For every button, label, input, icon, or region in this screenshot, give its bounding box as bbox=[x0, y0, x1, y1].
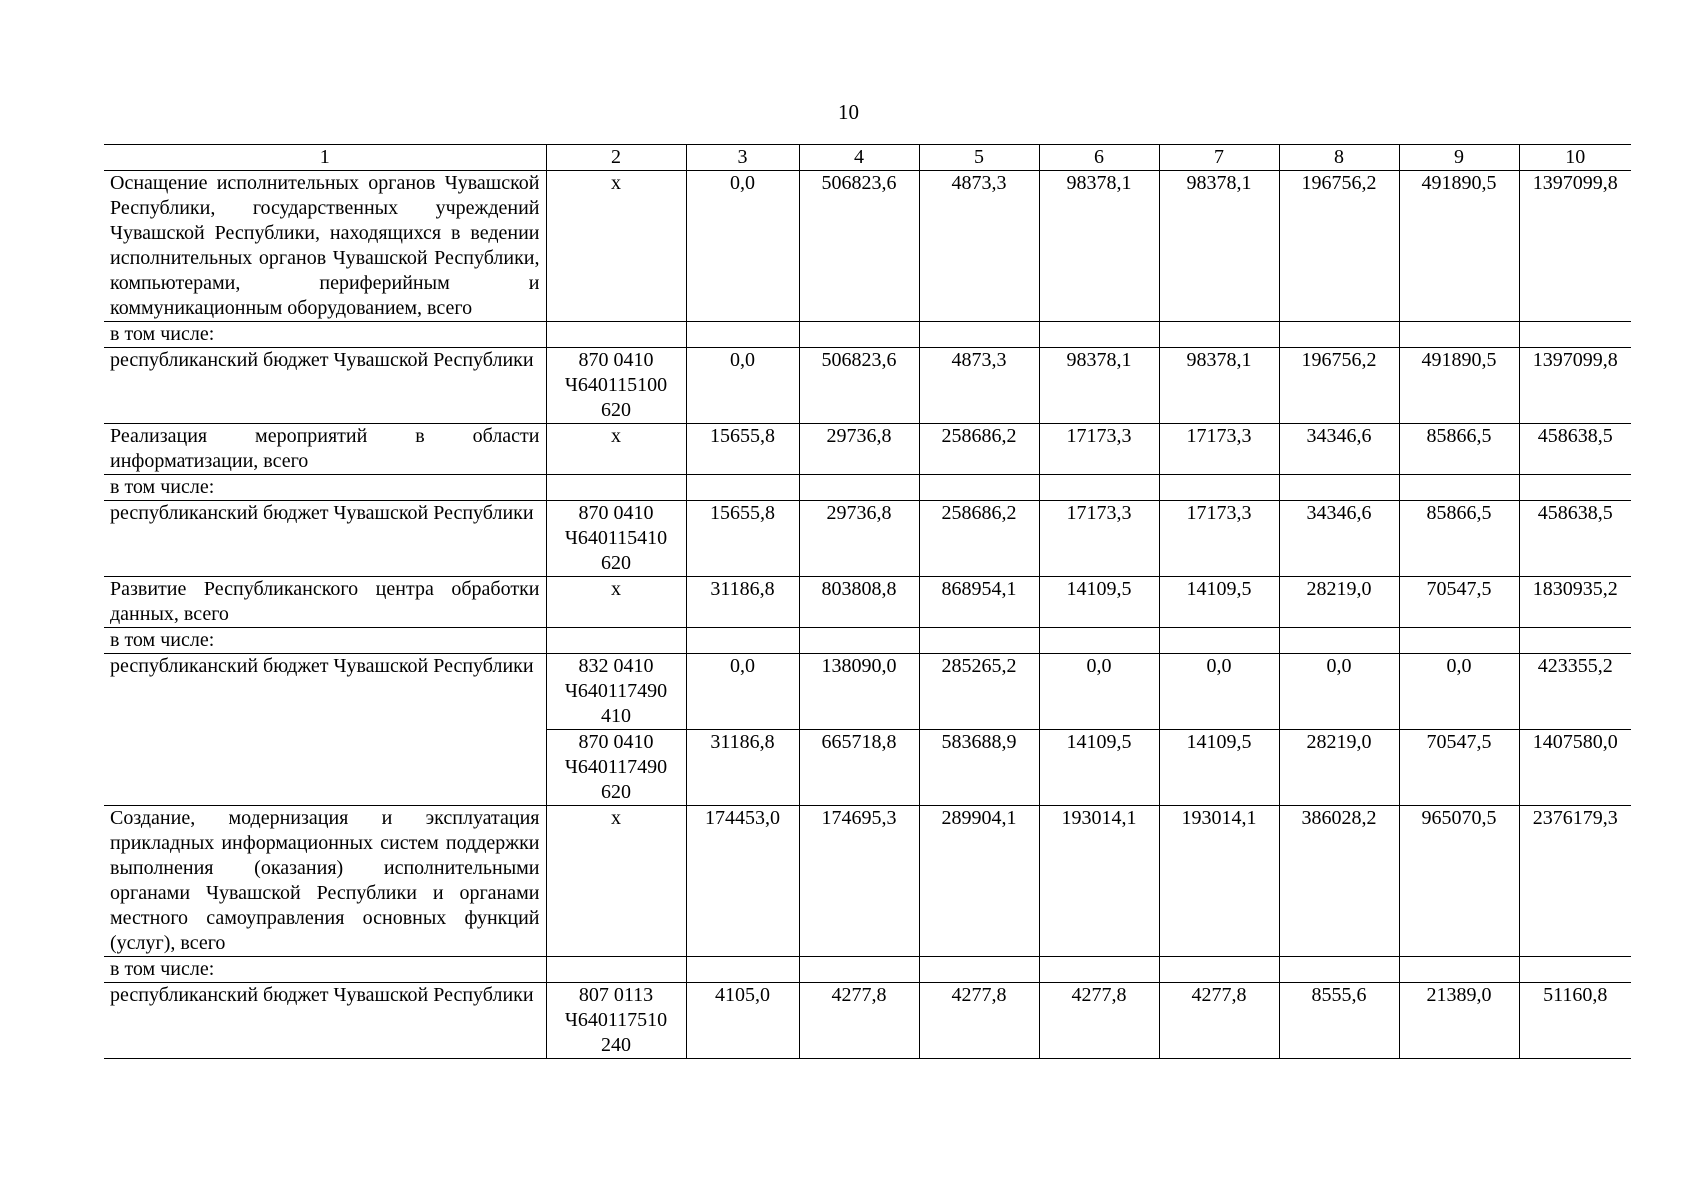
page-number: 10 bbox=[838, 100, 859, 124]
value-cell-col-8: 34346,6 bbox=[1279, 424, 1399, 475]
empty-cell bbox=[686, 475, 799, 501]
empty-cell bbox=[1039, 322, 1159, 348]
value-cell-col-4: 4277,8 bbox=[799, 983, 919, 1059]
empty-cell bbox=[799, 475, 919, 501]
value-cell-col-10: 2376179,3 bbox=[1519, 806, 1631, 957]
column-number-6: 6 bbox=[1039, 145, 1159, 171]
budget-source-name: республиканский бюджет Чувашской Республики bbox=[104, 654, 546, 806]
budget-code bbox=[546, 983, 686, 1059]
empty-cell bbox=[1519, 475, 1631, 501]
value-cell-col-9: 491890,5 bbox=[1399, 348, 1519, 424]
budget-code-line: 807 0113 bbox=[578, 984, 654, 1006]
empty-cell bbox=[919, 957, 1039, 983]
column-number-4: 4 bbox=[799, 145, 919, 171]
budget-code: x bbox=[546, 577, 686, 628]
value-cell-col-7: 17173,3 bbox=[1159, 501, 1279, 577]
value-cell-col-10: 51160,8 bbox=[1519, 983, 1631, 1059]
value-cell-col-10: 1830935,2 bbox=[1519, 577, 1631, 628]
value-cell-col-5: 285265,2 bbox=[919, 654, 1039, 730]
budget-code-line: Ч640117510 bbox=[564, 1009, 668, 1031]
empty-cell bbox=[546, 957, 686, 983]
value-cell-col-5: 4873,3 bbox=[919, 171, 1039, 322]
subtotal-label: в том числе: bbox=[104, 475, 546, 501]
empty-cell bbox=[1399, 628, 1519, 654]
value-cell-col-3: 0,0 bbox=[686, 171, 799, 322]
value-cell-col-5: 583688,9 bbox=[919, 730, 1039, 806]
budget-code bbox=[546, 348, 686, 424]
empty-cell bbox=[1399, 322, 1519, 348]
budget-code-line: 620 bbox=[601, 552, 631, 574]
empty-cell bbox=[919, 628, 1039, 654]
column-number-2: 2 bbox=[546, 145, 686, 171]
empty-cell bbox=[919, 475, 1039, 501]
value-cell-col-6: 0,0 bbox=[1039, 654, 1159, 730]
value-cell-col-3: 15655,8 bbox=[686, 424, 799, 475]
value-cell-col-8: 34346,6 bbox=[1279, 501, 1399, 577]
subtotal-label: в том числе: bbox=[104, 628, 546, 654]
table-row bbox=[104, 628, 1631, 654]
budget-code-line: Ч640117490 bbox=[564, 756, 668, 778]
budget-code bbox=[546, 501, 686, 577]
value-cell-col-8: 28219,0 bbox=[1279, 577, 1399, 628]
value-cell-col-5: 4873,3 bbox=[919, 348, 1039, 424]
value-cell-col-4: 803808,8 bbox=[799, 577, 919, 628]
value-cell-col-4: 506823,6 bbox=[799, 171, 919, 322]
value-cell-col-9: 21389,0 bbox=[1399, 983, 1519, 1059]
empty-cell bbox=[1279, 628, 1399, 654]
value-cell-col-7: 14109,5 bbox=[1159, 577, 1279, 628]
budget-code: x bbox=[546, 424, 686, 475]
empty-cell bbox=[1159, 322, 1279, 348]
value-cell-col-7: 4277,8 bbox=[1159, 983, 1279, 1059]
column-number-9: 9 bbox=[1399, 145, 1519, 171]
subtotal-label: в том числе: bbox=[104, 957, 546, 983]
value-cell-col-9: 0,0 bbox=[1399, 654, 1519, 730]
empty-cell bbox=[1519, 957, 1631, 983]
item-name: Создание, модернизация и эксплуатация прикладных информационных систем поддержки выполнения (оказания) исполнительными органами Чувашской Республики и органами местного самоуправления основных функций (услуг), всего bbox=[104, 806, 546, 957]
empty-cell bbox=[919, 322, 1039, 348]
budget-code-line: 410 bbox=[601, 705, 631, 727]
value-cell-col-4: 665718,8 bbox=[799, 730, 919, 806]
value-cell-col-3: 0,0 bbox=[686, 348, 799, 424]
column-number-10: 10 bbox=[1519, 145, 1631, 171]
empty-cell bbox=[1279, 475, 1399, 501]
value-cell-col-10: 458638,5 bbox=[1519, 424, 1631, 475]
table-row bbox=[104, 806, 1631, 957]
table-row bbox=[104, 424, 1631, 475]
empty-cell bbox=[546, 475, 686, 501]
value-cell-col-4: 506823,6 bbox=[799, 348, 919, 424]
budget-code-line: 870 0410 bbox=[578, 731, 654, 753]
value-cell-col-6: 4277,8 bbox=[1039, 983, 1159, 1059]
empty-cell bbox=[799, 628, 919, 654]
empty-cell bbox=[1159, 628, 1279, 654]
value-cell-col-8: 0,0 bbox=[1279, 654, 1399, 730]
value-cell-col-7: 17173,3 bbox=[1159, 424, 1279, 475]
value-cell-col-6: 98378,1 bbox=[1039, 348, 1159, 424]
item-name: Развитие Республиканского центра обработки данных, всего bbox=[104, 577, 546, 628]
value-cell-col-3: 15655,8 bbox=[686, 501, 799, 577]
value-cell-col-6: 193014,1 bbox=[1039, 806, 1159, 957]
empty-cell bbox=[799, 322, 919, 348]
value-cell-col-3: 31186,8 bbox=[686, 577, 799, 628]
budget-code-line: 870 0410 bbox=[578, 502, 654, 524]
value-cell-col-7: 98378,1 bbox=[1159, 348, 1279, 424]
value-cell-col-8: 196756,2 bbox=[1279, 171, 1399, 322]
value-cell-col-5: 258686,2 bbox=[919, 501, 1039, 577]
budget-source-name: республиканский бюджет Чувашской Республики bbox=[104, 348, 546, 424]
empty-cell bbox=[1159, 475, 1279, 501]
value-cell-col-8: 8555,6 bbox=[1279, 983, 1399, 1059]
budget-code bbox=[546, 730, 686, 806]
budget-code-line: 240 bbox=[601, 1034, 631, 1056]
table-row bbox=[104, 475, 1631, 501]
value-cell-col-5: 4277,8 bbox=[919, 983, 1039, 1059]
value-cell-col-6: 98378,1 bbox=[1039, 171, 1159, 322]
value-cell-col-6: 17173,3 bbox=[1039, 501, 1159, 577]
empty-cell bbox=[1519, 628, 1631, 654]
budget-source-name: республиканский бюджет Чувашской Республики bbox=[104, 983, 546, 1059]
table-row bbox=[104, 171, 1631, 322]
budget-code-line: Ч640117490 bbox=[564, 680, 668, 702]
empty-cell bbox=[1159, 957, 1279, 983]
table-row bbox=[104, 957, 1631, 983]
empty-cell bbox=[686, 322, 799, 348]
column-number-1: 1 bbox=[104, 145, 546, 171]
table-row bbox=[104, 348, 1631, 424]
empty-cell bbox=[546, 628, 686, 654]
value-cell-col-5: 258686,2 bbox=[919, 424, 1039, 475]
empty-cell bbox=[546, 322, 686, 348]
empty-cell bbox=[1519, 322, 1631, 348]
value-cell-col-6: 14109,5 bbox=[1039, 577, 1159, 628]
value-cell-col-6: 14109,5 bbox=[1039, 730, 1159, 806]
value-cell-col-3: 174453,0 bbox=[686, 806, 799, 957]
value-cell-col-8: 386028,2 bbox=[1279, 806, 1399, 957]
value-cell-col-10: 1407580,0 bbox=[1519, 730, 1631, 806]
subtotal-label: в том числе: bbox=[104, 322, 546, 348]
column-number-5: 5 bbox=[919, 145, 1039, 171]
value-cell-col-9: 70547,5 bbox=[1399, 730, 1519, 806]
value-cell-col-7: 0,0 bbox=[1159, 654, 1279, 730]
budget-code-line: 870 0410 bbox=[578, 349, 654, 371]
empty-cell bbox=[1279, 322, 1399, 348]
value-cell-col-7: 14109,5 bbox=[1159, 730, 1279, 806]
value-cell-col-6: 17173,3 bbox=[1039, 424, 1159, 475]
value-cell-col-9: 70547,5 bbox=[1399, 577, 1519, 628]
value-cell-col-5: 289904,1 bbox=[919, 806, 1039, 957]
value-cell-col-3: 0,0 bbox=[686, 654, 799, 730]
value-cell-col-7: 98378,1 bbox=[1159, 171, 1279, 322]
budget-code-line: 620 bbox=[601, 399, 631, 421]
empty-cell bbox=[1039, 957, 1159, 983]
column-number-7: 7 bbox=[1159, 145, 1279, 171]
value-cell-col-9: 85866,5 bbox=[1399, 424, 1519, 475]
table-row bbox=[104, 577, 1631, 628]
budget-code: x bbox=[546, 806, 686, 957]
budget-code-line: 832 0410 bbox=[578, 655, 654, 677]
value-cell-col-3: 4105,0 bbox=[686, 983, 799, 1059]
table-row bbox=[104, 983, 1631, 1059]
value-cell-col-9: 965070,5 bbox=[1399, 806, 1519, 957]
value-cell-col-5: 868954,1 bbox=[919, 577, 1039, 628]
empty-cell bbox=[1279, 957, 1399, 983]
empty-cell bbox=[1039, 475, 1159, 501]
value-cell-col-7: 193014,1 bbox=[1159, 806, 1279, 957]
value-cell-col-10: 458638,5 bbox=[1519, 501, 1631, 577]
value-cell-col-4: 29736,8 bbox=[799, 424, 919, 475]
item-name: Оснащение исполнительных органов Чувашской Республики, государственных учреждений Чувашской Республики, находящихся в ведении исполнительных органов Чувашской Республики, компьютерами, периферийным и коммуникационным оборудованием, всего bbox=[104, 171, 546, 322]
column-number-row bbox=[104, 145, 1631, 171]
empty-cell bbox=[1399, 475, 1519, 501]
budget-code-line: Ч640115100 bbox=[564, 374, 668, 396]
value-cell-col-10: 1397099,8 bbox=[1519, 171, 1631, 322]
empty-cell bbox=[1039, 628, 1159, 654]
empty-cell bbox=[686, 957, 799, 983]
budget-code-line: Ч640115410 bbox=[564, 527, 668, 549]
budget-source-name: республиканский бюджет Чувашской Республики bbox=[104, 501, 546, 577]
table-row bbox=[104, 654, 1631, 730]
value-cell-col-10: 1397099,8 bbox=[1519, 348, 1631, 424]
empty-cell bbox=[1399, 957, 1519, 983]
column-number-3: 3 bbox=[686, 145, 799, 171]
budget-code-line: 620 bbox=[601, 781, 631, 803]
value-cell-col-8: 28219,0 bbox=[1279, 730, 1399, 806]
column-number-8: 8 bbox=[1279, 145, 1399, 171]
budget-code: x bbox=[546, 171, 686, 322]
value-cell-col-4: 138090,0 bbox=[799, 654, 919, 730]
value-cell-col-9: 85866,5 bbox=[1399, 501, 1519, 577]
empty-cell bbox=[799, 957, 919, 983]
value-cell-col-4: 174695,3 bbox=[799, 806, 919, 957]
value-cell-col-8: 196756,2 bbox=[1279, 348, 1399, 424]
table-body bbox=[104, 171, 1631, 1059]
budget-code bbox=[546, 654, 686, 730]
value-cell-col-4: 29736,8 bbox=[799, 501, 919, 577]
item-name: Реализация мероприятий в области информатизации, всего bbox=[104, 424, 546, 475]
table-row bbox=[104, 322, 1631, 348]
value-cell-col-9: 491890,5 bbox=[1399, 171, 1519, 322]
table-row bbox=[104, 501, 1631, 577]
empty-cell bbox=[686, 628, 799, 654]
budget-table bbox=[104, 144, 1631, 1059]
value-cell-col-10: 423355,2 bbox=[1519, 654, 1631, 730]
value-cell-col-3: 31186,8 bbox=[686, 730, 799, 806]
